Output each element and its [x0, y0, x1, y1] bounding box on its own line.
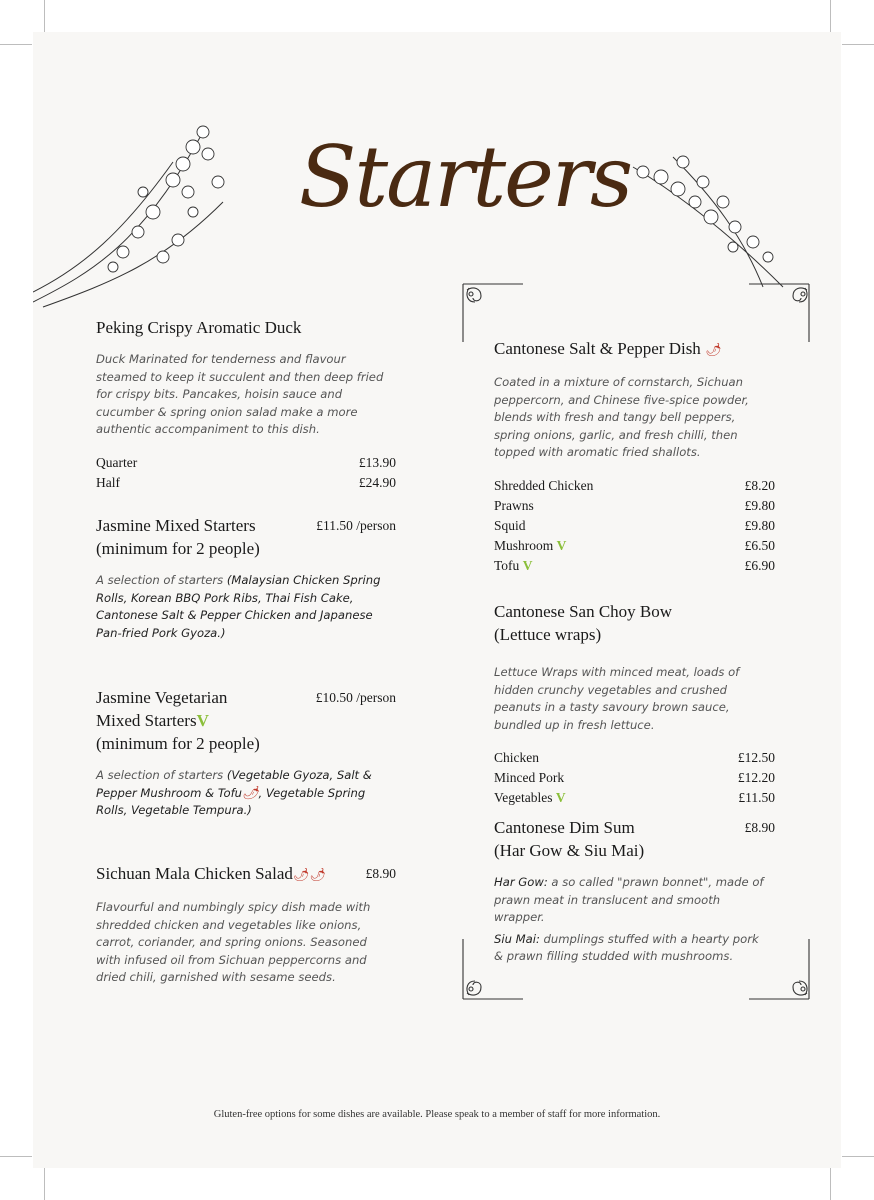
- price-list: [96, 453, 396, 493]
- item-description: Lettuce Wraps with minced meat, loads of hidden crunchy vegetables and crushed peanuts in a tasty savoury brown sauce, bundled up in fresh lettuce.: [494, 665, 740, 732]
- item-description: Flavourful and numbingly spicy dish made with shredded chicken and vegetables like onions, carrot, coriander, and spring onions. Seasoned with infused oil from Sichuan peppercorns and dried chili, garnished with sesame seeds.: [96, 900, 371, 984]
- item-name: Jasmine Mixed Starters: [96, 516, 256, 535]
- item-subtitle: (minimum for 2 people): [96, 734, 260, 753]
- price-row: Shredded Chicken £8.20: [494, 477, 775, 493]
- price-row: Squid £9.80: [494, 517, 775, 533]
- crop-mark: [842, 44, 874, 45]
- crop-mark: [0, 1156, 32, 1157]
- price-row: Mushroom V £6.50: [494, 537, 775, 553]
- item-description: Siu Mai: dumplings stuffed with a hearty pork & prawn filling studded with mushrooms.: [494, 931, 759, 963]
- menu-item-peking-duck: [96, 316, 396, 493]
- item-price: £10.50 /person: [315, 690, 396, 705]
- item-name-line2: (Har Gow & Siu Mai): [494, 841, 645, 860]
- lavender-illustration-left: [33, 92, 233, 312]
- price-list: [494, 748, 775, 808]
- crop-mark: [830, 0, 831, 32]
- menu-item-sichuan-salad: [96, 862, 396, 987]
- item-name: Jasmine Vegetarian: [96, 688, 228, 707]
- item-description: A selection of starters (Malaysian Chicken Spring Rolls, Korean BBQ Pork Ribs, Thai Fish Cake, Cantonese Salt & Pepper Chicken and Japanese Pan-fried Pork Gyoza.): [96, 573, 381, 640]
- page-title: Starters: [298, 128, 632, 226]
- vegetarian-icon: V: [556, 537, 567, 553]
- crop-mark: [842, 1156, 874, 1157]
- price-row: Vegetables V £11.50: [494, 790, 775, 805]
- vegetarian-icon: V: [522, 557, 533, 573]
- chili-icon: 🌶: [705, 343, 722, 358]
- item-name: Peking Crispy Aromatic Duck: [96, 318, 302, 337]
- menu-item-dim-sum: [494, 816, 775, 966]
- crop-mark: [44, 1168, 45, 1200]
- price-list: [494, 476, 775, 576]
- item-subtitle: (minimum for 2 people): [96, 539, 260, 558]
- price-row: Minced Pork £12.20: [494, 770, 775, 785]
- menu-item-san-choy-bow: [494, 600, 775, 808]
- chili-icon: 🌶: [309, 868, 326, 883]
- price-row: Prawns £9.80: [494, 497, 775, 513]
- item-price: £8.90: [365, 866, 396, 881]
- corner-ornament-top-right: [745, 280, 815, 345]
- item-name: Cantonese San Choy Bow: [494, 602, 673, 621]
- item-name: Cantonese Dim Sum: [494, 818, 635, 837]
- lavender-illustration-right: [623, 147, 803, 292]
- price-row: Half £24.90: [96, 474, 396, 490]
- price-row: Tofu V £6.90: [494, 557, 775, 573]
- item-price: £8.90: [744, 820, 775, 835]
- item-name-line2: (Lettuce wraps): [494, 625, 602, 644]
- item-name: Cantonese Salt & Pepper Dish: [494, 339, 701, 358]
- crop-mark: [44, 0, 45, 32]
- corner-ornament-top-left: [459, 280, 529, 345]
- menu-page: [33, 32, 841, 1168]
- price-row: Quarter £13.90: [96, 454, 396, 470]
- vegetarian-icon: V: [196, 711, 209, 730]
- footer-note: Gluten-free options for some dishes are available. Please speak to a member of staff for more information.: [213, 1109, 661, 1120]
- item-price: £11.50 /person: [316, 518, 396, 533]
- item-name-line2: Mixed Starters: [96, 711, 197, 730]
- item-description: Har Gow: a so called "prawn bonnet", made of prawn meat in translucent and smooth wrapper.: [494, 875, 764, 924]
- crop-mark: [830, 1168, 831, 1200]
- item-description: Duck Marinated for tenderness and flavour steamed to keep it succulent and then deep fried for crispy bits. Pancakes, hoisin sauce and cucumber & spring onion salad make a more authentic accompaniment to this dish.: [96, 352, 384, 436]
- vegetarian-icon: V: [555, 790, 566, 805]
- item-description: A selection of starters (Vegetable Gyoza, Salt & Pepper Mushroom & Tofu🌶, Vegetable Spring Rolls, Vegetable Tempura.): [96, 768, 372, 817]
- chili-icon: 🌶: [242, 785, 259, 801]
- item-description: Coated in a mixture of cornstarch, Sichuan peppercorn, and Chinese five-spice powder, blends with fresh and tangy bell peppers, spring onions, garlic, and fresh chilli, then topped with aromatic fried shallots.: [494, 375, 749, 459]
- price-row: Chicken £12.50: [494, 750, 775, 765]
- chili-icon: 🌶: [292, 868, 310, 883]
- menu-item-salt-pepper: [494, 337, 775, 576]
- crop-mark: [0, 44, 32, 45]
- menu-item-jasmine-vegetarian-starters: [96, 686, 396, 820]
- item-name: Sichuan Mala Chicken Salad: [96, 864, 293, 883]
- menu-item-jasmine-mixed-starters: [96, 514, 396, 642]
